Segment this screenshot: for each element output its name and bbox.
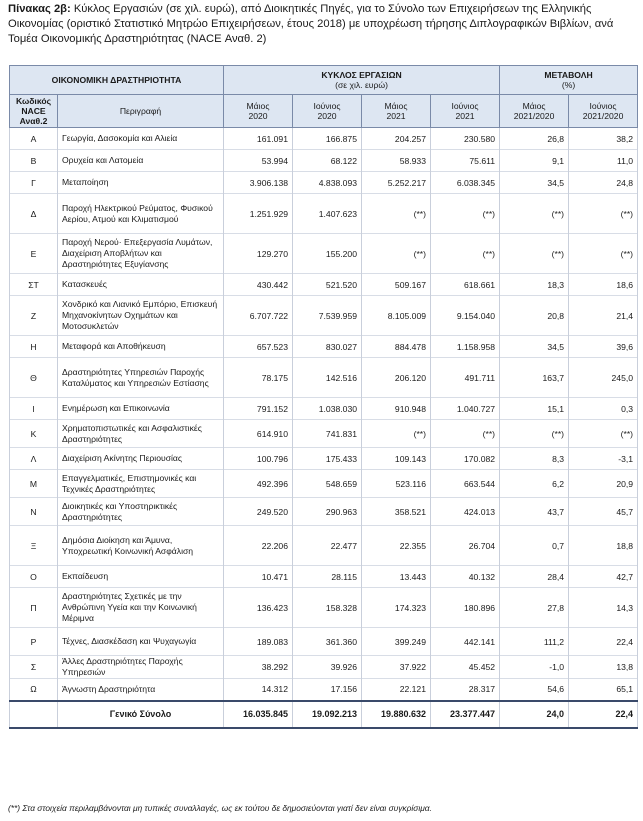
cell-j2020: 175.433 <box>293 448 362 470</box>
table-row <box>10 150 638 172</box>
cell-cm: 6,2 <box>500 470 569 498</box>
total-june-2020: 19.092.213 <box>293 701 362 728</box>
cell-m2020: 78.175 <box>224 358 293 398</box>
cell-m2021: 37.922 <box>362 656 431 679</box>
cell-desc: Άγνωστη Δραστηριότητα <box>58 679 224 701</box>
cell-code: Κ <box>10 420 58 448</box>
header-turnover <box>224 66 500 95</box>
table-row <box>10 128 638 150</box>
turnover-table <box>9 65 638 729</box>
cell-j2021: 424.013 <box>431 498 500 526</box>
table-row <box>10 566 638 588</box>
cell-cj: 65,1 <box>569 679 638 701</box>
cell-desc: Δημόσια Διοίκηση και Άμυνα, Υποχρεωτική Κοινωνική Ασφάλιση <box>58 526 224 566</box>
cell-m2021: 109.143 <box>362 448 431 470</box>
cell-desc: Γεωργία, Δασοκομία και Αλιεία <box>58 128 224 150</box>
cell-m2020: 6.707.722 <box>224 296 293 336</box>
cell-desc: Επαγγελματικές, Επιστημονικές και Τεχνικές Δραστηριότητες <box>58 470 224 498</box>
header-june-2020: Ιούνιος 2020 <box>293 95 362 128</box>
total-change-may: 24,0 <box>500 701 569 728</box>
cell-m2020: 38.292 <box>224 656 293 679</box>
cell-cj: (**) <box>569 194 638 234</box>
cell-cm: 163,7 <box>500 358 569 398</box>
cell-cm: (**) <box>500 194 569 234</box>
cell-cj: 245,0 <box>569 358 638 398</box>
table-row <box>10 274 638 296</box>
cell-j2020: 1.407.623 <box>293 194 362 234</box>
total-row <box>10 701 638 728</box>
cell-cj: 11,0 <box>569 150 638 172</box>
cell-j2021: 6.038.345 <box>431 172 500 194</box>
cell-m2020: 3.906.138 <box>224 172 293 194</box>
cell-j2020: 22.477 <box>293 526 362 566</box>
cell-j2021: 40.132 <box>431 566 500 588</box>
header-change <box>500 66 638 95</box>
cell-m2021: 399.249 <box>362 628 431 656</box>
cell-m2020: 100.796 <box>224 448 293 470</box>
cell-m2021: 910.948 <box>362 398 431 420</box>
cell-m2020: 430.442 <box>224 274 293 296</box>
cell-cj: 24,8 <box>569 172 638 194</box>
table-caption <box>8 2 638 47</box>
header-may-2020: Μάιος 2020 <box>224 95 293 128</box>
cell-code: Ω <box>10 679 58 701</box>
cell-j2021: 663.544 <box>431 470 500 498</box>
cell-m2021: 358.521 <box>362 498 431 526</box>
cell-j2021: 9.154.040 <box>431 296 500 336</box>
cell-m2021: 523.116 <box>362 470 431 498</box>
table-row <box>10 628 638 656</box>
cell-m2020: 22.206 <box>224 526 293 566</box>
header-turnover-sub: (σε χιλ. ευρώ) <box>335 80 388 90</box>
cell-cj: 18,6 <box>569 274 638 296</box>
cell-j2020: 548.659 <box>293 470 362 498</box>
cell-code: Ε <box>10 234 58 274</box>
total-description: Γενικό Σύνολο <box>58 701 224 728</box>
caption-label: Πίνακας 2β: <box>8 3 71 15</box>
cell-m2021: (**) <box>362 234 431 274</box>
cell-m2020: 249.520 <box>224 498 293 526</box>
cell-j2020: 28.115 <box>293 566 362 588</box>
cell-code: Ο <box>10 566 58 588</box>
cell-j2021: (**) <box>431 194 500 234</box>
cell-m2021: 5.252.217 <box>362 172 431 194</box>
cell-m2021: 174.323 <box>362 588 431 628</box>
cell-code: Π <box>10 588 58 628</box>
cell-m2021: 509.167 <box>362 274 431 296</box>
cell-cj: 45,7 <box>569 498 638 526</box>
cell-cj: 0,3 <box>569 398 638 420</box>
cell-desc: Μεταφορά και Αποθήκευση <box>58 336 224 358</box>
cell-cj: 42,7 <box>569 566 638 588</box>
table-row <box>10 470 638 498</box>
cell-j2020: 290.963 <box>293 498 362 526</box>
table-row <box>10 358 638 398</box>
cell-m2020: 1.251.929 <box>224 194 293 234</box>
cell-desc: Διοικητικές και Υποστηρικτικές Δραστηριότητες <box>58 498 224 526</box>
cell-cm: (**) <box>500 234 569 274</box>
cell-m2020: 136.423 <box>224 588 293 628</box>
cell-m2020: 14.312 <box>224 679 293 701</box>
total-code <box>10 701 58 728</box>
cell-m2021: (**) <box>362 194 431 234</box>
cell-code: Ρ <box>10 628 58 656</box>
header-may-2021: Μάιος 2021 <box>362 95 431 128</box>
cell-cj: 22,4 <box>569 628 638 656</box>
cell-desc: Ενημέρωση και Επικοινωνία <box>58 398 224 420</box>
table-row <box>10 420 638 448</box>
cell-cm: 26,8 <box>500 128 569 150</box>
cell-code: Ξ <box>10 526 58 566</box>
cell-desc: Δραστηριότητες Υπηρεσιών Παροχής Καταλύματος και Υπηρεσιών Εστίασης <box>58 358 224 398</box>
total-may-2021: 19.880.632 <box>362 701 431 728</box>
cell-j2021: 28.317 <box>431 679 500 701</box>
cell-cj: 13,8 <box>569 656 638 679</box>
cell-cj: 21,4 <box>569 296 638 336</box>
cell-m2021: 13.443 <box>362 566 431 588</box>
table-total <box>10 701 638 728</box>
table-row <box>10 194 638 234</box>
cell-m2021: 204.257 <box>362 128 431 150</box>
cell-code: Β <box>10 150 58 172</box>
table-row <box>10 656 638 679</box>
header-code: Κωδικός NACE Αναθ.2 <box>10 95 58 128</box>
cell-cm: 54,6 <box>500 679 569 701</box>
cell-m2020: 492.396 <box>224 470 293 498</box>
cell-j2020: 17.156 <box>293 679 362 701</box>
cell-code: Ι <box>10 398 58 420</box>
cell-m2020: 657.523 <box>224 336 293 358</box>
header-change-title: ΜΕΤΑΒΟΛΗ <box>544 70 593 80</box>
cell-j2021: 442.141 <box>431 628 500 656</box>
cell-j2020: 166.875 <box>293 128 362 150</box>
footnote: (**) Στα στοιχεία περιλαμβάνονται μη τυπικές συναλλαγές, ως εκ τούτου δε δημοσιεύονται γιατί δεν είναι συγκρίσιμα. <box>8 803 432 813</box>
cell-cj: 20,9 <box>569 470 638 498</box>
cell-j2020: 4.838.093 <box>293 172 362 194</box>
cell-cm: 34,5 <box>500 172 569 194</box>
cell-m2020: 189.083 <box>224 628 293 656</box>
caption-text: Κύκλος Εργασιών (σε χιλ. ευρώ), από Διοικητικές Πηγές, για το Σύνολο των Επιχειρήσεων της Ελληνικής Οικονομίας (οριστικό Στατιστικό Μητρώο Επιχειρήσεων, έτους 2018) με υποχρέωση τήρησης Διπλογραφικών Βιβλίων, ανά Τομέα Οικονομικής Δραστηριότητας (NACE Αναθ. 2) <box>8 3 614 45</box>
cell-cj: (**) <box>569 420 638 448</box>
table-row <box>10 172 638 194</box>
cell-j2021: 230.580 <box>431 128 500 150</box>
cell-cm: 18,3 <box>500 274 569 296</box>
cell-j2021: (**) <box>431 420 500 448</box>
cell-j2020: 158.328 <box>293 588 362 628</box>
cell-code: Λ <box>10 448 58 470</box>
table-row <box>10 398 638 420</box>
cell-m2021: 884.478 <box>362 336 431 358</box>
header-turnover-title: ΚΥΚΛΟΣ ΕΡΓΑΣΙΩΝ <box>321 70 402 80</box>
cell-code: Η <box>10 336 58 358</box>
cell-code: Α <box>10 128 58 150</box>
cell-m2021: 206.120 <box>362 358 431 398</box>
header-change-may: Μάιος 2021/2020 <box>500 95 569 128</box>
cell-j2021: 75.611 <box>431 150 500 172</box>
cell-code: Θ <box>10 358 58 398</box>
cell-desc: Διαχείριση Ακίνητης Περιουσίας <box>58 448 224 470</box>
cell-desc: Παροχή Νερού· Επεξεργασία Λυμάτων, Διαχείριση Αποβλήτων και Δραστηριότητες Εξυγίανσης <box>58 234 224 274</box>
cell-j2020: 1.038.030 <box>293 398 362 420</box>
table-row <box>10 588 638 628</box>
cell-j2021: 170.082 <box>431 448 500 470</box>
cell-m2020: 791.152 <box>224 398 293 420</box>
cell-j2021: 45.452 <box>431 656 500 679</box>
cell-cm: 20,8 <box>500 296 569 336</box>
total-may-2020: 16.035.845 <box>224 701 293 728</box>
cell-code: Ν <box>10 498 58 526</box>
cell-cj: (**) <box>569 234 638 274</box>
cell-m2021: 8.105.009 <box>362 296 431 336</box>
cell-m2021: 58.933 <box>362 150 431 172</box>
cell-cm: 28,4 <box>500 566 569 588</box>
cell-j2021: 26.704 <box>431 526 500 566</box>
cell-m2020: 129.270 <box>224 234 293 274</box>
total-june-2021: 23.377.447 <box>431 701 500 728</box>
cell-code: Δ <box>10 194 58 234</box>
cell-j2020: 39.926 <box>293 656 362 679</box>
cell-j2021: 1.040.727 <box>431 398 500 420</box>
cell-cm: -1,0 <box>500 656 569 679</box>
table-body <box>10 128 638 701</box>
cell-cm: (**) <box>500 420 569 448</box>
cell-j2020: 155.200 <box>293 234 362 274</box>
cell-code: ΣΤ <box>10 274 58 296</box>
cell-desc: Ορυχεία και Λατομεία <box>58 150 224 172</box>
cell-desc: Μεταποίηση <box>58 172 224 194</box>
cell-cm: 15,1 <box>500 398 569 420</box>
cell-cm: 27,8 <box>500 588 569 628</box>
cell-j2021: 491.711 <box>431 358 500 398</box>
cell-desc: Εκπαίδευση <box>58 566 224 588</box>
cell-j2020: 830.027 <box>293 336 362 358</box>
cell-cm: 0,7 <box>500 526 569 566</box>
table-row <box>10 448 638 470</box>
header-june-2021: Ιούνιος 2021 <box>431 95 500 128</box>
cell-cj: 39,6 <box>569 336 638 358</box>
cell-code: Σ <box>10 656 58 679</box>
cell-desc: Χονδρικό και Λιανικό Εμπόριο, Επισκευή Μηχανοκίνητων Οχημάτων και Μοτοσυκλετών <box>58 296 224 336</box>
cell-cm: 8,3 <box>500 448 569 470</box>
header-change-sub: (%) <box>561 80 576 90</box>
cell-desc: Χρηματοπιστωτικές και Ασφαλιστικές Δραστηριότητες <box>58 420 224 448</box>
cell-code: Ζ <box>10 296 58 336</box>
table-row <box>10 234 638 274</box>
cell-m2020: 161.091 <box>224 128 293 150</box>
cell-desc: Τέχνες, Διασκέδαση και Ψυχαγωγία <box>58 628 224 656</box>
cell-cm: 111,2 <box>500 628 569 656</box>
table-row <box>10 526 638 566</box>
cell-m2020: 10.471 <box>224 566 293 588</box>
cell-m2020: 614.910 <box>224 420 293 448</box>
header-change-june: Ιούνιος 2021/2020 <box>569 95 638 128</box>
cell-j2021: 1.158.958 <box>431 336 500 358</box>
table-row <box>10 498 638 526</box>
cell-j2020: 361.360 <box>293 628 362 656</box>
header-activity: ΟΙΚΟΝΟΜΙΚΗ ΔΡΑΣΤΗΡΙΟΤΗΤΑ <box>10 66 224 95</box>
cell-cj: -3,1 <box>569 448 638 470</box>
table-row <box>10 296 638 336</box>
cell-desc: Άλλες Δραστηριότητες Παροχής Υπηρεσιών <box>58 656 224 679</box>
cell-j2021: 618.661 <box>431 274 500 296</box>
cell-m2021: (**) <box>362 420 431 448</box>
table-header <box>10 66 638 128</box>
cell-j2020: 521.520 <box>293 274 362 296</box>
cell-j2021: (**) <box>431 234 500 274</box>
cell-cm: 9,1 <box>500 150 569 172</box>
cell-m2020: 53.994 <box>224 150 293 172</box>
cell-j2020: 7.539.959 <box>293 296 362 336</box>
cell-desc: Κατασκευές <box>58 274 224 296</box>
cell-desc: Δραστηριότητες Σχετικές με την Ανθρώπινη Υγεία και την Κοινωνική Μέριμνα <box>58 588 224 628</box>
cell-m2021: 22.121 <box>362 679 431 701</box>
cell-j2020: 142.516 <box>293 358 362 398</box>
cell-cj: 38,2 <box>569 128 638 150</box>
table-row <box>10 679 638 701</box>
cell-code: Μ <box>10 470 58 498</box>
table-row <box>10 336 638 358</box>
cell-code: Γ <box>10 172 58 194</box>
cell-cm: 34,5 <box>500 336 569 358</box>
total-change-june: 22,4 <box>569 701 638 728</box>
header-description: Περιγραφή <box>58 95 224 128</box>
cell-cj: 14,3 <box>569 588 638 628</box>
cell-cj: 18,8 <box>569 526 638 566</box>
cell-cm: 43,7 <box>500 498 569 526</box>
cell-j2020: 68.122 <box>293 150 362 172</box>
cell-j2020: 741.831 <box>293 420 362 448</box>
cell-desc: Παροχή Ηλεκτρικού Ρεύματος, Φυσικού Αερίου, Ατμού και Κλιματισμού <box>58 194 224 234</box>
cell-m2021: 22.355 <box>362 526 431 566</box>
cell-j2021: 180.896 <box>431 588 500 628</box>
